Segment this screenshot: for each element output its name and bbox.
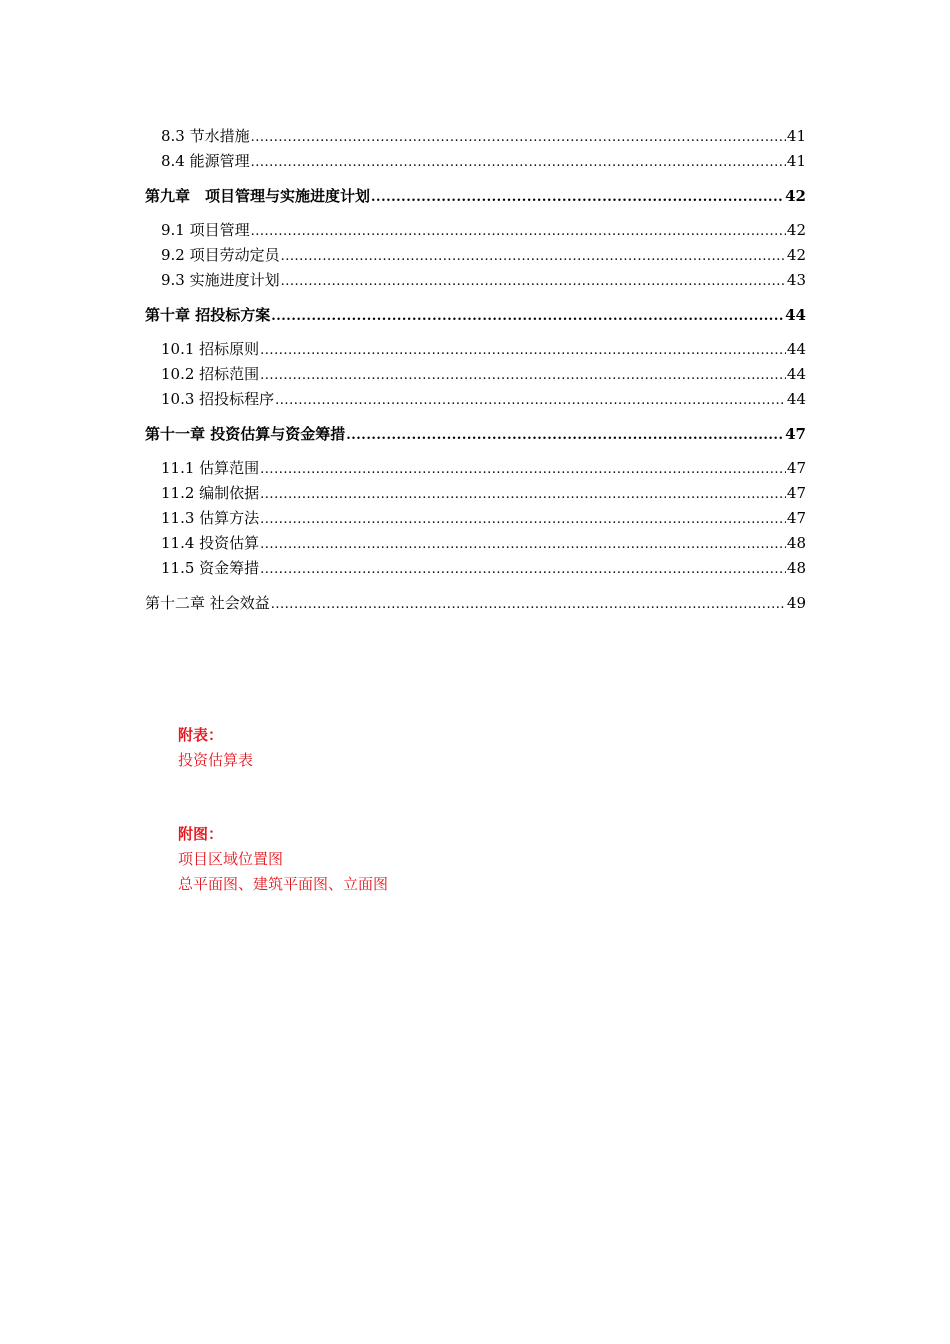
toc-entry-title: 11.4 投资估算 bbox=[161, 534, 260, 552]
toc-entry-title: 9.3 实施进度计划 bbox=[161, 271, 280, 289]
toc-entry-title: 8.4 能源管理 bbox=[161, 152, 250, 170]
toc-entry-page: 47 bbox=[785, 425, 806, 443]
toc-entry-page: 44 bbox=[786, 365, 806, 383]
table-of-contents bbox=[145, 124, 806, 625]
toc-entry-page: 44 bbox=[786, 340, 806, 358]
toc-entry-page: 44 bbox=[786, 390, 806, 408]
appendix-figures-section bbox=[178, 822, 388, 897]
toc-entry-page: 49 bbox=[786, 594, 806, 612]
toc-entry-page: 48 bbox=[786, 559, 806, 577]
toc-entry-page: 41 bbox=[786, 127, 806, 145]
toc-entry-page: 42 bbox=[785, 187, 806, 205]
toc-entry-title: 第十章 招投标方案 bbox=[145, 306, 271, 324]
toc-entry[interactable] bbox=[145, 531, 806, 556]
toc-entry-title: 11.1 估算范围 bbox=[161, 459, 260, 477]
toc-entry[interactable] bbox=[145, 268, 806, 293]
appendix-figures-heading: 附图： bbox=[178, 825, 224, 843]
toc-entry[interactable] bbox=[145, 218, 806, 243]
toc-entry-page: 47 bbox=[786, 484, 806, 502]
toc-entry-title: 第十一章 投资估算与资金筹措 bbox=[145, 425, 346, 443]
toc-dot-leader bbox=[275, 388, 786, 413]
toc-entry[interactable] bbox=[145, 149, 806, 174]
toc-chapter-entry[interactable] bbox=[145, 303, 806, 328]
toc-entry[interactable] bbox=[145, 243, 806, 268]
toc-entry[interactable] bbox=[145, 556, 806, 581]
toc-entry[interactable] bbox=[145, 124, 806, 149]
toc-dot-leader bbox=[281, 269, 786, 294]
toc-entry-page: 42 bbox=[786, 246, 806, 264]
toc-entry-title: 8.3 节水措施 bbox=[161, 127, 250, 145]
toc-entry-title: 10.2 招标范围 bbox=[161, 365, 260, 383]
toc-dot-leader bbox=[260, 338, 786, 363]
toc-dot-leader bbox=[260, 457, 786, 482]
toc-entry[interactable] bbox=[145, 337, 806, 362]
appendix-tables-heading: 附表： bbox=[178, 726, 224, 744]
toc-entry-title: 第十二章 社会效益 bbox=[145, 594, 270, 612]
toc-dot-leader bbox=[260, 363, 786, 388]
toc-entry-page: 48 bbox=[786, 534, 806, 552]
toc-entry-page: 43 bbox=[786, 271, 806, 289]
toc-dot-leader bbox=[371, 185, 784, 210]
appendix-table-item: 投资估算表 bbox=[178, 751, 254, 769]
toc-entry-page: 47 bbox=[786, 459, 806, 477]
toc-entry-page: 47 bbox=[786, 509, 806, 527]
toc-entry-page: 41 bbox=[786, 152, 806, 170]
toc-entry-title: 11.2 编制依据 bbox=[161, 484, 260, 502]
toc-dot-leader bbox=[260, 507, 786, 532]
toc-chapter-entry[interactable] bbox=[145, 591, 806, 616]
appendix-tables-section bbox=[178, 723, 253, 773]
toc-entry-title: 11.5 资金筹措 bbox=[161, 559, 260, 577]
toc-entry[interactable] bbox=[145, 456, 806, 481]
toc-entry-page: 44 bbox=[785, 306, 806, 324]
toc-dot-leader bbox=[260, 557, 786, 582]
toc-entry[interactable] bbox=[145, 387, 806, 412]
toc-entry[interactable] bbox=[145, 362, 806, 387]
toc-dot-leader bbox=[271, 304, 784, 329]
toc-dot-leader bbox=[251, 219, 786, 244]
toc-dot-leader bbox=[251, 125, 786, 150]
toc-dot-leader bbox=[251, 150, 786, 175]
toc-entry-title: 9.2 项目劳动定员 bbox=[161, 246, 280, 264]
toc-dot-leader bbox=[260, 482, 786, 507]
appendix-figure-item: 总平面图、建筑平面图、立面图 bbox=[178, 875, 389, 893]
toc-entry-page: 42 bbox=[786, 221, 806, 239]
appendix-figure-item: 项目区域位置图 bbox=[178, 850, 284, 868]
toc-entry-title: 10.3 招投标程序 bbox=[161, 390, 275, 408]
toc-entry[interactable] bbox=[145, 481, 806, 506]
toc-dot-leader bbox=[260, 532, 786, 557]
toc-entry-title: 10.1 招标原则 bbox=[161, 340, 260, 358]
toc-dot-leader bbox=[281, 244, 786, 269]
toc-dot-leader bbox=[346, 423, 784, 448]
toc-entry-title: 9.1 项目管理 bbox=[161, 221, 250, 239]
toc-dot-leader bbox=[271, 592, 786, 617]
toc-chapter-entry[interactable] bbox=[145, 184, 806, 209]
toc-entry[interactable] bbox=[145, 506, 806, 531]
toc-entry-title: 第九章 项目管理与实施进度计划 bbox=[145, 187, 371, 205]
toc-entry-title: 11.3 估算方法 bbox=[161, 509, 260, 527]
toc-chapter-entry[interactable] bbox=[145, 422, 806, 447]
